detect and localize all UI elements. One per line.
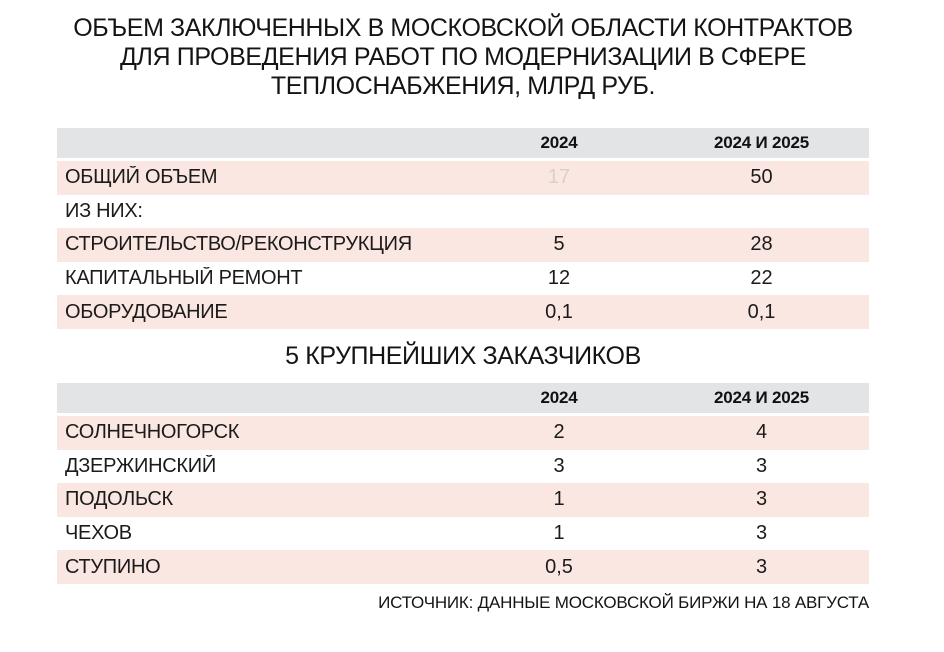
table-row-total-volume	[57, 161, 869, 195]
column-header-2024: 2024	[540, 133, 578, 152]
table-row-capital-repair	[57, 262, 869, 296]
value-2024-2025: 0,1	[747, 300, 776, 323]
page-title-line: ДЛЯ ПРОВЕДЕНИЯ РАБОТ ПО МОДЕРНИЗАЦИИ В СФЕРЕ	[120, 43, 806, 71]
row-label: ИЗ НИХ:	[65, 199, 143, 222]
top-customers-table	[57, 383, 869, 584]
customers-table-header-row	[57, 383, 869, 413]
table-row-stupino	[57, 550, 869, 584]
value-2024-2025: 28	[750, 233, 773, 256]
contracts-volume-table	[57, 128, 869, 329]
table-row-of-which	[57, 195, 869, 229]
row-label: ОБЩИЙ ОБЪЕМ	[65, 166, 218, 189]
column-header-2024: 2024	[540, 387, 578, 407]
page-title	[57, 0, 869, 101]
table-row-chekhov	[57, 517, 869, 551]
row-label: СТРОИТЕЛЬСТВО/РЕКОНСТРУКЦИЯ	[65, 233, 412, 256]
column-header-2024-2025: 2024 И 2025	[713, 133, 810, 152]
contracts-table-header-row	[57, 128, 869, 158]
value-2024: 1	[553, 522, 565, 545]
table-row-equipment	[57, 295, 869, 329]
value-2024-2025: 3	[755, 522, 768, 545]
value-2024-2025: 4	[755, 421, 768, 444]
source-note: ИСТОЧНИК: ДАННЫЕ МОСКОВСКОЙ БИРЖИ НА 18 АВГУСТА	[378, 592, 869, 612]
row-label: ЧЕХОВ	[65, 522, 132, 545]
row-label: СОЛНЕЧНОГОРСК	[65, 421, 240, 444]
value-2024: 1	[553, 488, 565, 511]
page-title-line: ТЕПЛОСНАБЖЕНИЯ, МЛРД РУБ.	[270, 72, 656, 100]
value-2024: 0,1	[545, 300, 573, 323]
value-2024: 3	[553, 454, 565, 477]
column-header-2024-2025: 2024 И 2025	[713, 387, 810, 407]
value-2024-2025: 3	[755, 555, 768, 578]
table-row-solnechnogorsk	[57, 416, 869, 450]
value-2024: 17	[547, 166, 571, 189]
table-row-podolsk	[57, 483, 869, 517]
value-2024-2025: 3	[755, 488, 768, 511]
section-title-top-customers: 5 КРУПНЕЙШИХ ЗАКАЗЧИКОВ	[285, 341, 641, 370]
customers-table-body	[57, 416, 869, 584]
contracts-table-body	[57, 161, 869, 329]
infographic-canvas	[57, 0, 869, 613]
row-label: ДЗЕРЖИНСКИЙ	[65, 454, 216, 477]
table-row-construction	[57, 228, 869, 262]
row-label: ОБОРУДОВАНИЕ	[65, 300, 228, 323]
value-2024: 12	[547, 267, 571, 290]
table-row-dzerzhinsky	[57, 450, 869, 484]
value-2024-2025: 3	[755, 454, 768, 477]
value-2024: 2	[553, 421, 565, 444]
value-2024: 5	[553, 233, 565, 256]
value-2024: 0,5	[545, 555, 573, 578]
row-label: КАПИТАЛЬНЫЙ РЕМОНТ	[65, 267, 303, 290]
value-2024-2025: 50	[750, 166, 773, 189]
row-label: ПОДОЛЬСК	[65, 488, 173, 511]
page-title-line: ОБЪЕМ ЗАКЛЮЧЕННЫХ В МОСКОВСКОЙ ОБЛАСТИ КОНТРАКТОВ	[73, 14, 853, 42]
row-label: СТУПИНО	[65, 555, 161, 578]
value-2024-2025: 22	[750, 267, 773, 290]
